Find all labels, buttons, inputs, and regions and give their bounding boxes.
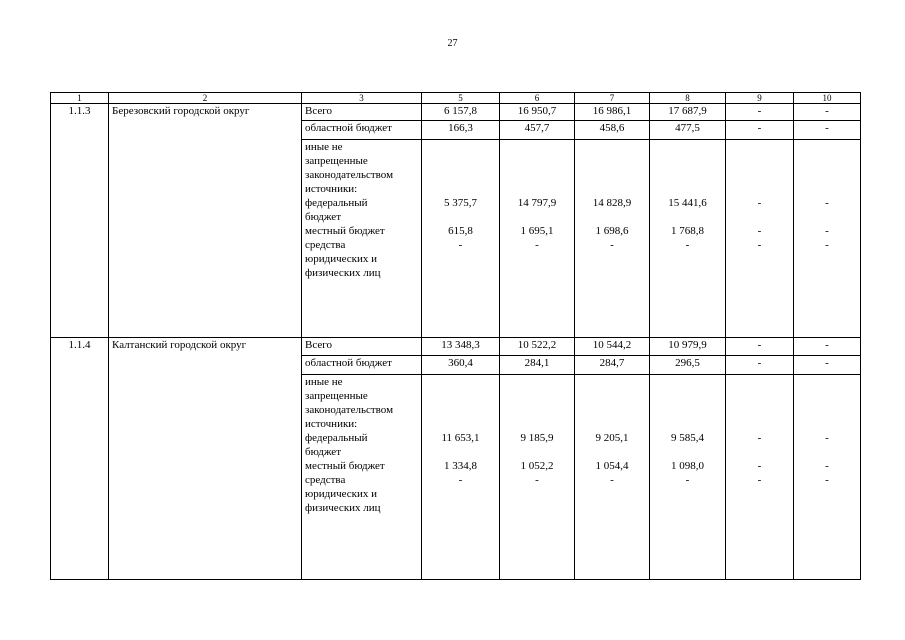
value-cell: -: [757, 474, 762, 486]
value-cell: -: [757, 432, 762, 444]
other-sources-intro-line: иные не: [305, 376, 343, 388]
row-code: 1.1.4: [51, 338, 109, 580]
value-cell: -: [757, 225, 762, 237]
value-cell: 1 768,8: [671, 225, 704, 237]
value-cell: 16 986,1: [575, 104, 650, 121]
value-cell: 1 695,1: [520, 225, 554, 237]
other-sources-intro-line: законодательством: [305, 169, 394, 181]
table-row: [51, 338, 861, 356]
value-cell: 458,6: [575, 121, 650, 140]
value-cell: -: [726, 356, 794, 375]
local-budget-label: местный бюджет: [305, 460, 385, 472]
value-column: [422, 375, 500, 580]
other-sources-intro-line: иные не: [305, 141, 343, 153]
local-budget-label: местный бюджет: [305, 225, 385, 237]
value-cell: -: [794, 356, 861, 375]
legal-entities-label: юридических и: [305, 253, 378, 265]
budget-table: [50, 92, 861, 580]
other-sources-intro-line: запрещенные: [305, 155, 368, 167]
header-cell: 5: [422, 93, 500, 104]
value-cell: 14 828,9: [592, 197, 632, 209]
value-cell: 13 348,3: [422, 338, 500, 356]
header-cell: 1: [51, 93, 109, 104]
value-cell: -: [825, 225, 829, 237]
value-cell: -: [610, 474, 614, 486]
value-cell: 11 653,1: [441, 432, 480, 444]
value-cell: -: [535, 474, 539, 486]
header-cell: 2: [109, 93, 302, 104]
value-cell: 1 334,8: [444, 460, 477, 472]
source-label: Всего: [302, 104, 422, 121]
value-cell: 16 950,7: [500, 104, 575, 121]
value-column: [500, 375, 575, 580]
header-cell: 6: [500, 93, 575, 104]
legal-entities-label: физических лиц: [305, 267, 381, 279]
value-cell: -: [825, 460, 829, 472]
value-cell: -: [535, 239, 539, 251]
value-cell: 1 052,2: [520, 460, 554, 472]
value-cell: -: [726, 104, 794, 121]
value-cell: 9 585,4: [671, 432, 704, 444]
header-cell: 10: [794, 93, 861, 104]
value-cell: 166,3: [422, 121, 500, 140]
value-cell: 14 797,9: [517, 197, 557, 209]
value-column: [575, 140, 650, 338]
federal-budget-label: бюджет: [305, 211, 341, 223]
row-code: 1.1.3: [51, 104, 109, 338]
value-cell: 10 544,2: [575, 338, 650, 356]
value-cell: 15 441,6: [668, 197, 707, 209]
value-cell: -: [825, 239, 829, 251]
value-cell: -: [458, 239, 463, 251]
value-cell: 9 185,9: [520, 432, 554, 444]
value-cell: -: [825, 197, 829, 209]
municipality-name: Калтанский городской округ: [109, 338, 302, 580]
other-sources-cell: [302, 375, 422, 580]
source-label: областной бюджет: [302, 121, 422, 140]
value-cell: -: [757, 460, 762, 472]
federal-budget-label: федеральный: [305, 197, 368, 209]
municipality-name: Березовский городской округ: [109, 104, 302, 338]
value-column: [650, 375, 726, 580]
value-cell: -: [825, 474, 829, 486]
value-cell: 17 687,9: [650, 104, 726, 121]
source-label: областной бюджет: [302, 356, 422, 375]
value-cell: -: [825, 432, 829, 444]
value-cell: 457,7: [500, 121, 575, 140]
value-cell: 10 522,2: [500, 338, 575, 356]
value-cell: 1 698,6: [595, 225, 629, 237]
other-sources-intro-line: источники:: [305, 183, 358, 195]
other-sources-intro-line: законодательством: [305, 404, 394, 416]
header-cell: 7: [575, 93, 650, 104]
value-cell: 1 098,0: [671, 460, 704, 472]
value-cell: -: [794, 104, 861, 121]
value-cell: 5 375,7: [444, 197, 477, 209]
header-cell: 8: [650, 93, 726, 104]
value-cell: 9 205,1: [595, 432, 629, 444]
value-column: [794, 140, 861, 338]
header-cell: 3: [302, 93, 422, 104]
value-cell: -: [685, 474, 690, 486]
header-cell: 9: [726, 93, 794, 104]
value-cell: -: [757, 239, 762, 251]
value-cell: -: [794, 338, 861, 356]
value-column: [575, 375, 650, 580]
value-column: [500, 140, 575, 338]
legal-entities-label: юридических и: [305, 488, 378, 500]
value-column: [794, 375, 861, 580]
value-cell: -: [794, 121, 861, 140]
source-label: Всего: [302, 338, 422, 356]
page-number: 27: [447, 38, 458, 49]
value-cell: 284,7: [575, 356, 650, 375]
legal-entities-label: физических лиц: [305, 502, 381, 514]
value-cell: 6 157,8: [422, 104, 500, 121]
value-cell: -: [757, 197, 762, 209]
value-cell: 477,5: [650, 121, 726, 140]
header-row: [51, 93, 861, 104]
federal-budget-label: бюджет: [305, 446, 341, 458]
other-sources-cell: [302, 140, 422, 338]
value-cell: -: [610, 239, 614, 251]
value-cell: 296,5: [650, 356, 726, 375]
value-column: [726, 375, 794, 580]
other-sources-intro-line: запрещенные: [305, 390, 368, 402]
value-cell: 284,1: [500, 356, 575, 375]
value-cell: 360,4: [422, 356, 500, 375]
other-sources-intro-line: источники:: [305, 418, 358, 430]
legal-entities-label: средства: [305, 239, 346, 251]
value-column: [650, 140, 726, 338]
value-cell: 615,8: [448, 225, 473, 237]
federal-budget-label: федеральный: [305, 432, 368, 444]
value-cell: -: [458, 474, 463, 486]
value-cell: -: [726, 121, 794, 140]
value-cell: 10 979,9: [650, 338, 726, 356]
value-column: [422, 140, 500, 338]
value-cell: -: [685, 239, 690, 251]
table-row: [51, 104, 861, 121]
legal-entities-label: средства: [305, 474, 346, 486]
value-column: [726, 140, 794, 338]
value-cell: -: [726, 338, 794, 356]
value-cell: 1 054,4: [595, 460, 629, 472]
